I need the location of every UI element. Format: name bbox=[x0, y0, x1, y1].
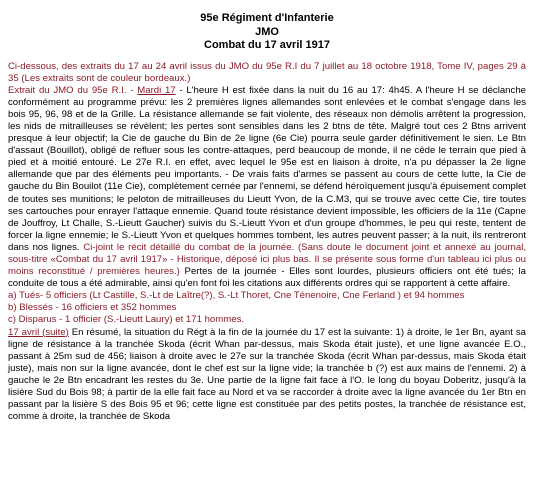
losses-intro: Pertes de la journée - Elles sont lourdes, plusieurs officiers ont été tués; la conduite de tous a été admirable, ainsi qu'en font foi les citations aux différents ordres qui se rapportent à cette affaire. bbox=[8, 266, 526, 290]
intro-paragraph: Ci-dessous, des extraits du 17 au 24 avril issus du JMO du 95e R.I du 7 juillet au 18 octobre 1918, Tome IV, pages 29 à 35 (Les extraits sont de couleur bordeaux.) bbox=[8, 60, 526, 84]
document-body bbox=[8, 61, 526, 424]
date-17-avril-suite: 17 avril (suite) bbox=[8, 326, 69, 338]
regiment-title: 95e Régiment d'Infanterie bbox=[200, 12, 334, 24]
jmo-title: JMO bbox=[255, 25, 279, 38]
combat-title: Combat du 17 avril 1917 bbox=[204, 39, 330, 51]
summary-text: En résumé, la situation du Régt à la fin de la journée du 17 est la suivante: 1) à droite, le 1er Bn, ayant sa ligne de résistance à la tranchée Skoda (écrit Whan par-dessus, mais Skoda était juste), et une ligne avancée E.O., passant à 25m sud de 456; liaison à droite avec le 27e sur la tranchée Skoda (écrit Whan par-dessus, mais Skoda était juste), mais non sur la ligne avancée, dont le chef est sur la ligne vide; la tranchée b (?) est aux mains de l'ennemi. 2) à gauche le 2e Btn encadrant les restes du 3e. Une partie de la ligne fait face à l'O. le long du boyau Doberitz, jusqu'à la lisière Sud du Bois 98; à partir de la elle fait face au Nord et va se raccorder à droite avec la ligne avancée du 1er Btn en passant par la lisière S des Bois 95 et 96; cette ligne est constituée par des petits postes, la tranchée de résistance est, comme à droite, la tranchée de Skoda bbox=[8, 326, 526, 423]
document-header bbox=[8, 12, 526, 53]
main-paragraph: - L'heure H est fixée dans la nuit du 16 au 17: 4h45. A l'heure H se déclanche conformément au programme prévu: les 2 premières lignes allemandes sont enlevées et le combat s'engage dans les bois 95, 96, 98 et de la Grille. La résistance allemande se fait violente, des réseaux non démolis arrêtent la progression, les nids de mitrailleuses se révèlent; les pertes sont sensibles dans les 2 btns de tête. Malgré tout ces 2 Btns arrivent presque à leur objectif; la Cie de gauche du Bin de 2e ligne (6e Cie) pourra seule garder définitivement le sien. Le Btn d'assaut (Bouillot), obligé de refluer sous les contre-attaques, perd beaucoup de monde, il ne cède le terrain que pied à pied et à moitié entouré. Le 27e R.I. en effet, avec lequel le 95e est en liaison à droite, n'a pu dépasser la 2e ligne allemande que par des éléments peu importants. - De vrais faits d'armes se passent au cours de cette lutte, la Cie de gauche du Bin Bouilot (11e Cie), complètement cernée par l'ennemi, se défend héroïquement jusqu'à épuisement complet de toutes ses munitions; le peloton de mitrailleuses du Lieutt Yvon, de la C.M3, qui se trouve avec cette Cie, tire toutes ses cartouches pour enrayer l'attaque ennemie. Quand toute résistance devient impossible, les officiers de la 11e (Capne de Jouffroy, Lt Challe, S.-Lieutt Gaucher) suivis du S.-Lieutt Yvon et d'un groupe d'hommes, le peu qui reste, tentent de forcer la ligne ennemie; le S.-Lieutt Yvon et quelques hommes tombent, les autres peuvent passer; à la nuit, ils rentreront dans nos lignes. bbox=[8, 84, 526, 253]
annex-note: Ci-joint le récit détaillé du combat de la journée. (Sans doute le document joint et annexé au journal, sous-titre «Combat du 17 avril 1917» - Historique, déposé ici plus bas. Il se présente sous forme d'un tableau ici plus ou moins reconstitué / premières heures.) bbox=[8, 241, 526, 278]
loss-item-wounded: b) Blessés - 16 officiers et 352 hommes bbox=[8, 302, 177, 314]
summary-paragraph bbox=[8, 327, 526, 424]
extract-label: Extrait du JMO du 95e R.I. - bbox=[8, 84, 134, 96]
loss-item-missing: c) Disparus - 1 officier (S.-Lieutt Laury) et 171 hommes. bbox=[8, 314, 245, 326]
extract-paragraph bbox=[8, 85, 526, 291]
date-mardi-17: Mardi 17 bbox=[137, 84, 176, 96]
loss-item-killed: a) Tués- 5 officiers (Lt Castille, S.-Lt de Laître(?), S.-Lt Thoret, Cne Ténenoire, Cne Ferland ) et 94 hommes bbox=[8, 290, 465, 302]
